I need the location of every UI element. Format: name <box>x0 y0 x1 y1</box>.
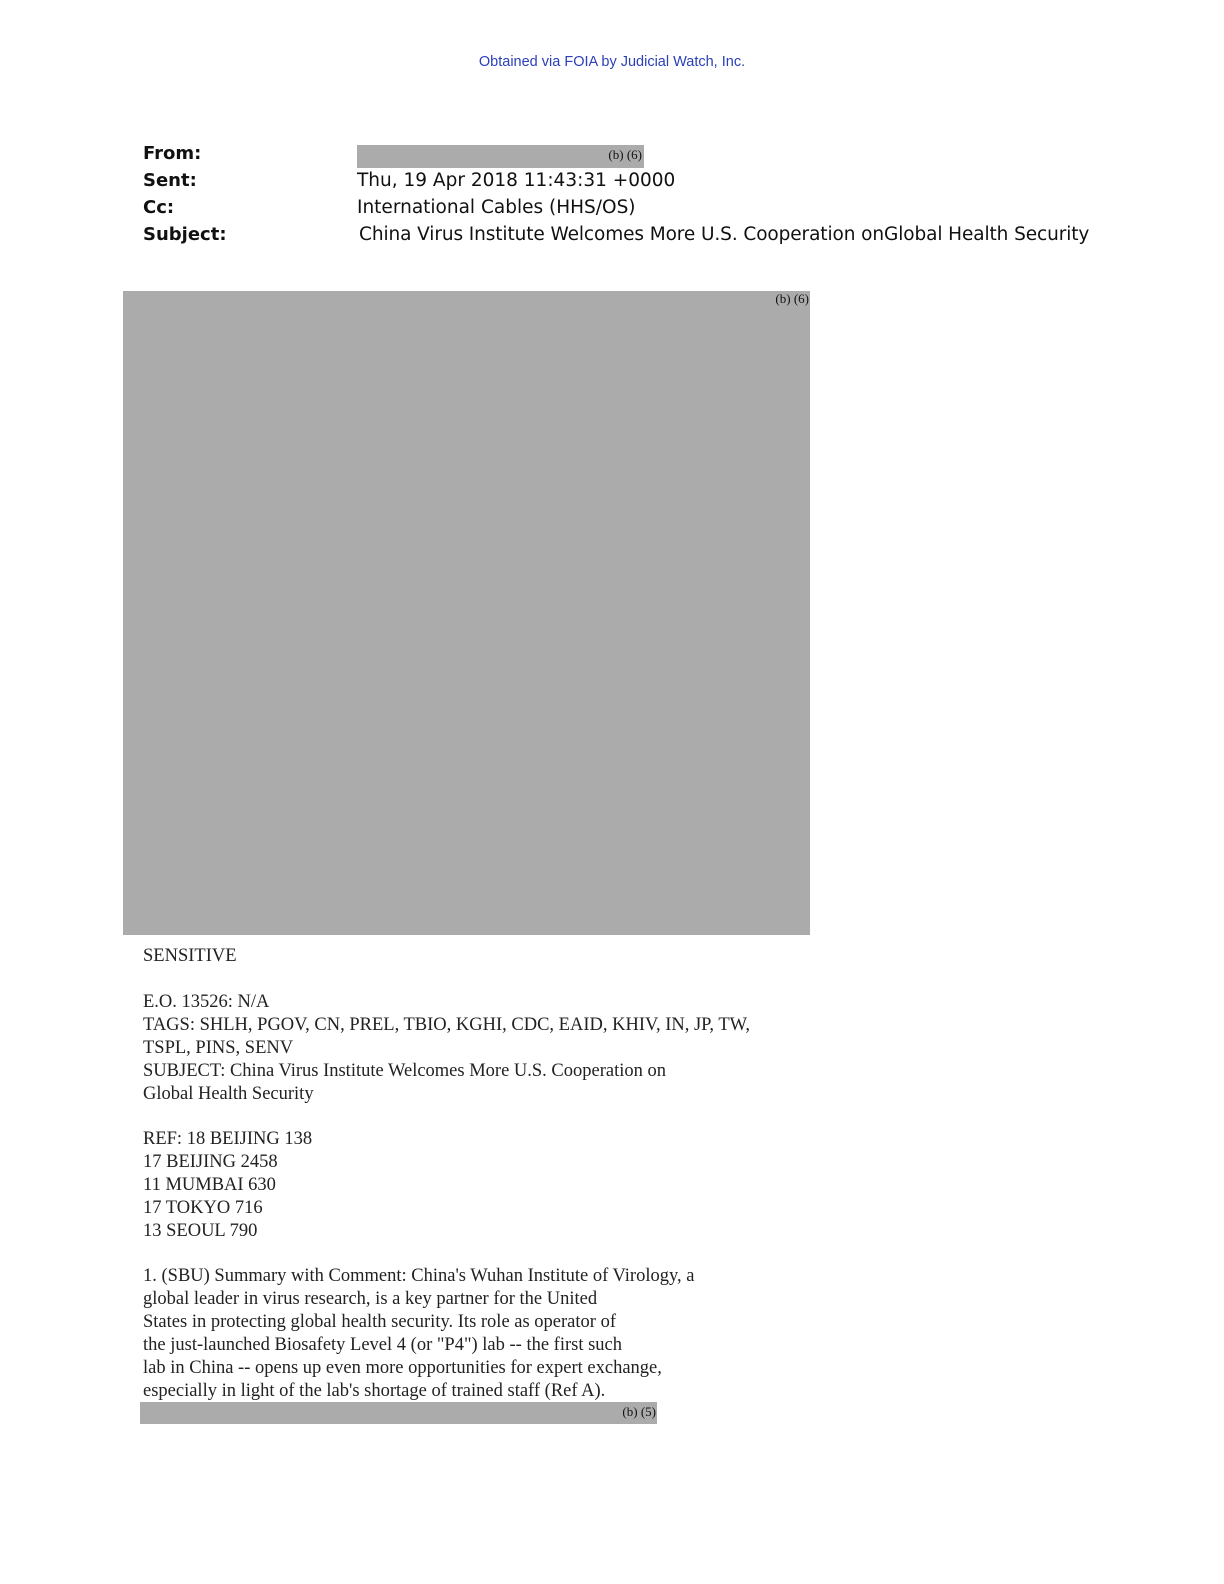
sent-value: Thu, 19 Apr 2018 11:43:31 +0000 <box>357 170 676 191</box>
subject-line-1: SUBJECT: China Virus Institute Welcomes More U.S. Cooperation on <box>143 1061 667 1081</box>
large-redaction-code: (b) (6) <box>775 291 809 306</box>
paragraph-line: 1. (SBU) Summary with Comment: China's Wuhan Institute of Virology, a <box>143 1266 695 1286</box>
ref-line: 17 TOKYO 716 <box>143 1198 263 1218</box>
ref-line: REF: 18 BEIJING 138 <box>143 1129 313 1149</box>
ref-line: 11 MUMBAI 630 <box>143 1175 276 1195</box>
from-redaction-code: (b) (6) <box>608 147 642 162</box>
classification: SENSITIVE <box>143 946 237 966</box>
sent-label: Sent: <box>143 170 197 191</box>
from-redaction <box>357 145 644 168</box>
paragraph-line: global leader in virus research, is a key partner for the United <box>143 1289 598 1309</box>
paragraph-line: the just-launched Biosafety Level 4 (or "P4") lab -- the first such <box>143 1335 623 1355</box>
cc-label: Cc: <box>143 197 175 218</box>
subject-value: China Virus Institute Welcomes More U.S. Cooperation onGlobal Health Security <box>359 224 1090 245</box>
cc-value: International Cables (HHS/OS) <box>357 197 636 218</box>
eo-line: E.O. 13526: N/A <box>143 992 270 1012</box>
large-redaction <box>123 291 810 935</box>
foia-watermark: Obtained via FOIA by Judicial Watch, Inc. <box>478 54 746 70</box>
paragraph-line: especially in light of the lab's shortage of trained staff (Ref A). <box>143 1381 606 1401</box>
tags-line-2: TSPL, PINS, SENV <box>143 1038 294 1058</box>
ref-line: 13 SEOUL 790 <box>143 1221 258 1241</box>
paragraph-line: lab in China -- opens up even more opportunities for expert exchange, <box>143 1358 662 1378</box>
subject-label: Subject: <box>143 224 227 245</box>
bottom-redaction-code: (b) (5) <box>622 1404 656 1419</box>
paragraph-line: States in protecting global health security. Its role as operator of <box>143 1312 616 1332</box>
from-label: From: <box>143 143 202 164</box>
bottom-redaction <box>140 1402 657 1424</box>
ref-line: 17 BEIJING 2458 <box>143 1152 278 1172</box>
subject-line-2: Global Health Security <box>143 1084 314 1104</box>
tags-line-1: TAGS: SHLH, PGOV, CN, PREL, TBIO, KGHI, CDC, EAID, KHIV, IN, JP, TW, <box>143 1015 751 1035</box>
